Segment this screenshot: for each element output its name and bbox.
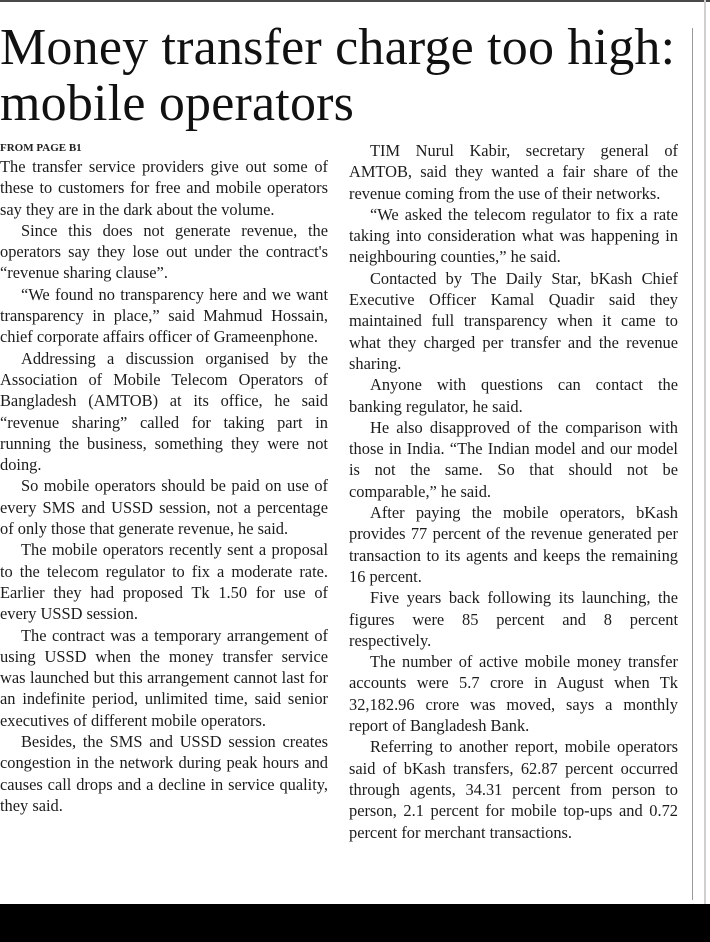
paragraph: The transfer service providers give out some of these to customers for free and mobile operators say they are in the dark about the volume. bbox=[0, 157, 328, 219]
paragraph: Since this does not generate revenue, the operators say they lose out under the contract's “revenue sharing clause”. bbox=[0, 220, 328, 283]
headline: Money transfer charge too high: mobile operators bbox=[0, 19, 676, 132]
paragraph: “We asked the telecom regulator to fix a rate taking into consideration what was happening in neighbouring counties,” he said. bbox=[349, 204, 678, 267]
paragraph: Contacted by The Daily Star, bKash Chief Executive Officer Kamal Quadir said they maintained full transparency when it came to what they charged per transfer and the revenue sharing. bbox=[349, 268, 678, 373]
left-column bbox=[0, 156, 328, 816]
paragraph: The number of active mobile money transfer accounts were 5.7 crore in August when Tk 32,182.96 crore was moved, says a monthly report of Bangladesh Bank. bbox=[349, 652, 678, 736]
paragraph: Five years back following its launching, the figures were 85 percent and 8 percent respectively. bbox=[349, 588, 678, 650]
jump-line: FROM PAGE B1 bbox=[0, 142, 82, 154]
paragraph: Referring to another report, mobile operators said of bKash transfers, 62.87 percent occurred through agents, 34.31 percent from person to person, 2.1 percent for mobile top-ups and 0.72 percent for merchant transactions. bbox=[349, 737, 678, 842]
right-column bbox=[349, 140, 678, 843]
paragraph: “We found no transparency here and we want transparency in place,” said Mahmud Hossain, chief corporate affairs officer of Grameenphone. bbox=[0, 284, 328, 347]
paragraph: He also disapproved of the comparison with those in India. “The Indian model and our model is not the same. So that should not be comparable,” he said. bbox=[349, 417, 678, 501]
paragraph: The mobile operators recently sent a proposal to the telecom regulator to fix a moderate rate. Earlier they had proposed Tk 1.50 for use of every USSD session. bbox=[0, 540, 328, 624]
paragraph: Besides, the SMS and USSD session creates congestion in the network during peak hours and causes call drops and a decline in service quality, they said. bbox=[0, 732, 328, 815]
paragraph: TIM Nurul Kabir, secretary general of AMTOB, said they wanted a fair share of the revenue coming from the use of their networks. bbox=[349, 141, 678, 203]
top-rule bbox=[0, 0, 710, 2]
paragraph: Addressing a discussion organised by the Association of Mobile Telecom Operators of Bangladesh (AMTOB) at its office, he said “revenue sharing” called for taking part in running the business, something they were not doing. bbox=[0, 348, 328, 475]
paragraph: Anyone with questions can contact the banking regulator, he said. bbox=[349, 375, 678, 416]
bottom-black-bar bbox=[0, 904, 710, 942]
paragraph: After paying the mobile operators, bKash provides 77 percent of the revenue generated per transaction to its agents and keeps the remaining 16 percent. bbox=[349, 503, 678, 586]
column-rule bbox=[692, 28, 693, 900]
paragraph: So mobile operators should be paid on use of every SMS and USSD session, not a percentage of only those that generate revenue, he said. bbox=[0, 476, 328, 539]
page-edge-rule bbox=[704, 0, 706, 905]
paragraph: The contract was a temporary arrangement of using USSD when the money transfer service was launched but this arrangement cannot last for an indefinite period, unlimited time, said senior executives of different mobile operators. bbox=[0, 625, 328, 730]
